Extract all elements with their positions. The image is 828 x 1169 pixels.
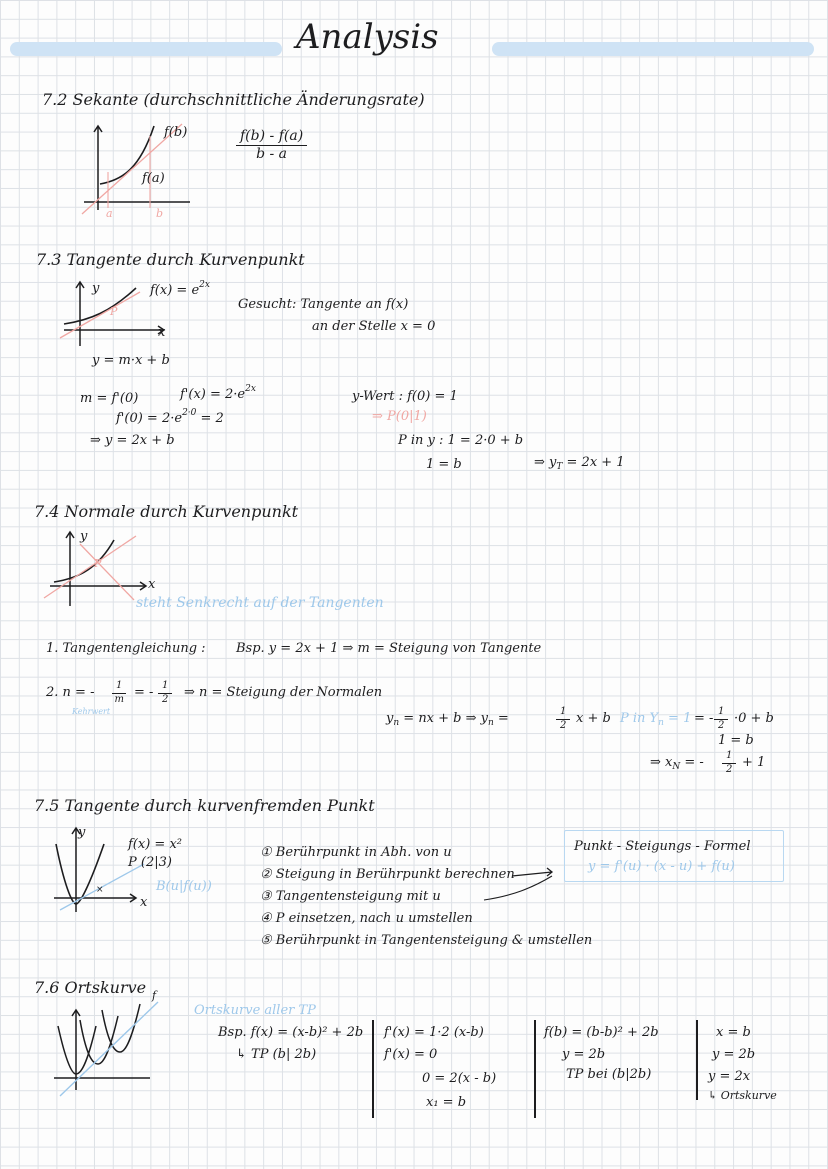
yn-e-frac [714, 706, 728, 731]
kehrwert-note: Kehrwert [72, 707, 111, 716]
yn-h-frac-num: 1 [722, 750, 736, 764]
derivative-exp: 2x [245, 384, 256, 394]
heading-7-3: 7.3 Tangente durch Kurvenpunkt [36, 250, 305, 269]
normal-label-y: y [80, 529, 88, 544]
step2-frac1 [112, 680, 126, 705]
yn-d: x + b [576, 711, 611, 726]
m-line: m = f'(0) [80, 391, 139, 406]
yn-b-sub: n [488, 718, 494, 728]
secant-numerator: f(b) - f(a) [236, 128, 307, 146]
svg-text:×: × [96, 885, 104, 895]
locus-col4-0: x = b [716, 1025, 751, 1040]
step2-a: 2. n = - [46, 685, 95, 700]
fp-step-4: ④ P einsetzen, nach u umstellen [260, 911, 473, 926]
locus-col3-0: f(b) = (b-b)² + 2b [544, 1025, 659, 1040]
derivative-at-0 [116, 408, 224, 426]
locus-col2-3: x₁ = b [426, 1095, 467, 1110]
fp-label-b: B(u|f(u)) [156, 879, 212, 894]
step2-frac2-num: 1 [158, 680, 172, 694]
step2-b: = - [134, 685, 154, 700]
locus-bsp1: Bsp. f(x) = (x-b)² + 2b [218, 1025, 364, 1040]
locus-col2-2: 0 = 2(x - b) [422, 1071, 497, 1086]
step2-c: ⇒ n = Steigung der Normalen [184, 685, 383, 700]
locus-divider-2 [534, 1020, 536, 1118]
yn-frac-den: 2 [560, 719, 567, 731]
locus-col4-2: y = 2x [708, 1069, 751, 1084]
point-slope-title: Punkt - Steigungs - Formel [574, 839, 751, 854]
p-in-y: P in y : 1 = 2·0 + b [398, 433, 524, 448]
heading-7-6: 7.6 Ortskurve [34, 978, 147, 997]
step1-text: Bsp. y = 2x + 1 ⇒ m = Steigung von Tangente [236, 641, 542, 656]
final-tangent [534, 455, 625, 472]
secant-label-b: b [156, 207, 164, 220]
y-value: y-Wert : f(0) = 1 [352, 389, 458, 404]
sought-line1: Gesucht: Tangente an f(x) [238, 297, 409, 312]
normal-label-x: x [148, 577, 156, 592]
final-tangent-sub: T [556, 462, 563, 472]
fp-step-5: ⑤ Berührpunkt in Tangentensteigung & umstellen [260, 933, 593, 948]
locus-divider-1 [372, 1020, 374, 1118]
locus-divider-3 [696, 1020, 698, 1100]
yn-h-frac [722, 750, 736, 775]
yn-h-sub: N [672, 762, 681, 772]
heading-7-4: 7.4 Normale durch Kurvenpunkt [34, 502, 299, 521]
result-1: ⇒ y = 2x + b [90, 433, 175, 448]
fp-label-x: x [140, 895, 148, 910]
heading-7-2: 7.2 Sekante (durchschnittliche Änderungsrate) [42, 90, 425, 109]
fp-arrows [452, 866, 562, 906]
yn-e-frac-num: 1 [714, 706, 728, 720]
tangent-form: y = m·x + b [92, 353, 170, 368]
fp-label-p: P (2|3) [128, 855, 172, 870]
yn-frac-num: 1 [556, 706, 570, 720]
yn-h-end: + 1 [742, 755, 766, 770]
secant-label-a: a [106, 207, 113, 220]
yn-h-frac-den: 2 [726, 763, 733, 775]
fp-label-y: y [78, 825, 86, 840]
tangent-f-exp: 2x [199, 280, 210, 290]
yn-equation [386, 711, 509, 728]
yn-h [650, 755, 704, 772]
tangent-f: f(x) = e [150, 283, 200, 298]
derivative-at-0-exp: 2·0 [182, 408, 197, 418]
secant-denominator: b - a [256, 146, 288, 163]
heading-7-5: 7.5 Tangente durch kurvenfremden Punkt [34, 796, 375, 815]
locus-col3-1: y = 2b [562, 1047, 606, 1062]
sought-line2: an der Stelle x = 0 [312, 319, 436, 334]
secant-label-fa: f(a) [142, 171, 165, 186]
yn-frac [556, 706, 570, 731]
locus-bsp2: ↳ TP (b| 2b) [236, 1047, 317, 1062]
derivative-text: f'(x) = 2·e [180, 387, 246, 402]
yn-a-sub: n [393, 718, 400, 728]
yn-h-a: ⇒ x [650, 755, 673, 770]
yn-a: y [386, 711, 394, 726]
final-tangent-b: = 2x + 1 [562, 455, 625, 470]
tangent-label-x: x [158, 325, 166, 340]
yn-b: = nx + b ⇒ y [399, 711, 488, 726]
fp-step-1: ① Berührpunkt in Abh. von u [260, 845, 452, 860]
normal-note: steht Senkrecht auf der Tangenten [136, 595, 384, 611]
title-bar-right [492, 42, 814, 56]
step2-frac1-den: m [114, 693, 124, 705]
yn-c: = [493, 711, 509, 726]
yn-blue-a: P in Y [620, 711, 659, 726]
derivative-at-0-val: = 2 [200, 411, 224, 426]
page-title: Analysis [296, 17, 439, 57]
final-tangent-a: ⇒ y [534, 455, 557, 470]
secant-label-fb: f(b) [164, 125, 188, 140]
yn-e-frac-den: 2 [718, 719, 725, 731]
fp-step-3: ③ Tangentensteigung mit u [260, 889, 441, 904]
point-p: ⇒ P(0|1) [372, 409, 427, 424]
step2-frac2 [158, 680, 172, 705]
yn-blue-b: = 1 [663, 711, 692, 726]
point-slope-box [564, 830, 784, 882]
secant-fraction [236, 128, 307, 162]
locus-label-f: f [152, 989, 157, 1002]
tangent-label-y: y [92, 281, 100, 296]
fp-step-2: ② Steigung in Berührpunkt berechnen [260, 867, 515, 882]
step2-frac1-num: 1 [112, 680, 126, 694]
yn-blue [620, 711, 692, 728]
yn-e: = - [694, 711, 714, 726]
locus-label: Ortskurve aller TP [194, 1003, 316, 1018]
locus-col2-1: f'(x) = 0 [384, 1047, 438, 1062]
locus-col2-0: f'(x) = 1·2 (x-b) [384, 1025, 484, 1040]
derivative [180, 384, 256, 402]
derivative-at-0-text: f'(0) = 2·e [116, 411, 183, 426]
yn-g: 1 = b [718, 733, 754, 748]
locus-col3-2: TP bei (b|2b) [566, 1067, 652, 1082]
normal-label-p: P [94, 557, 102, 570]
yn-f: ·0 + b [734, 711, 774, 726]
title-bar-left [10, 42, 282, 56]
yn-blue-sub: n [658, 718, 664, 728]
b-value: 1 = b [426, 457, 462, 472]
step2-frac2-den: 2 [162, 693, 169, 705]
step1-label: 1. Tangentengleichung : [46, 641, 206, 656]
fp-label-f: f(x) = x² [128, 837, 182, 852]
point-slope-formula: y = f'(u) · (x - u) + f(u) [588, 859, 735, 874]
tangent-label-p: P [110, 305, 118, 318]
yn-h-b: = - [680, 755, 704, 770]
locus-graph [46, 996, 176, 1106]
locus-col4-3: ↳ Ortskurve [708, 1089, 777, 1102]
locus-col4-1: y = 2b [712, 1047, 756, 1062]
tangent-label-f [150, 280, 210, 298]
